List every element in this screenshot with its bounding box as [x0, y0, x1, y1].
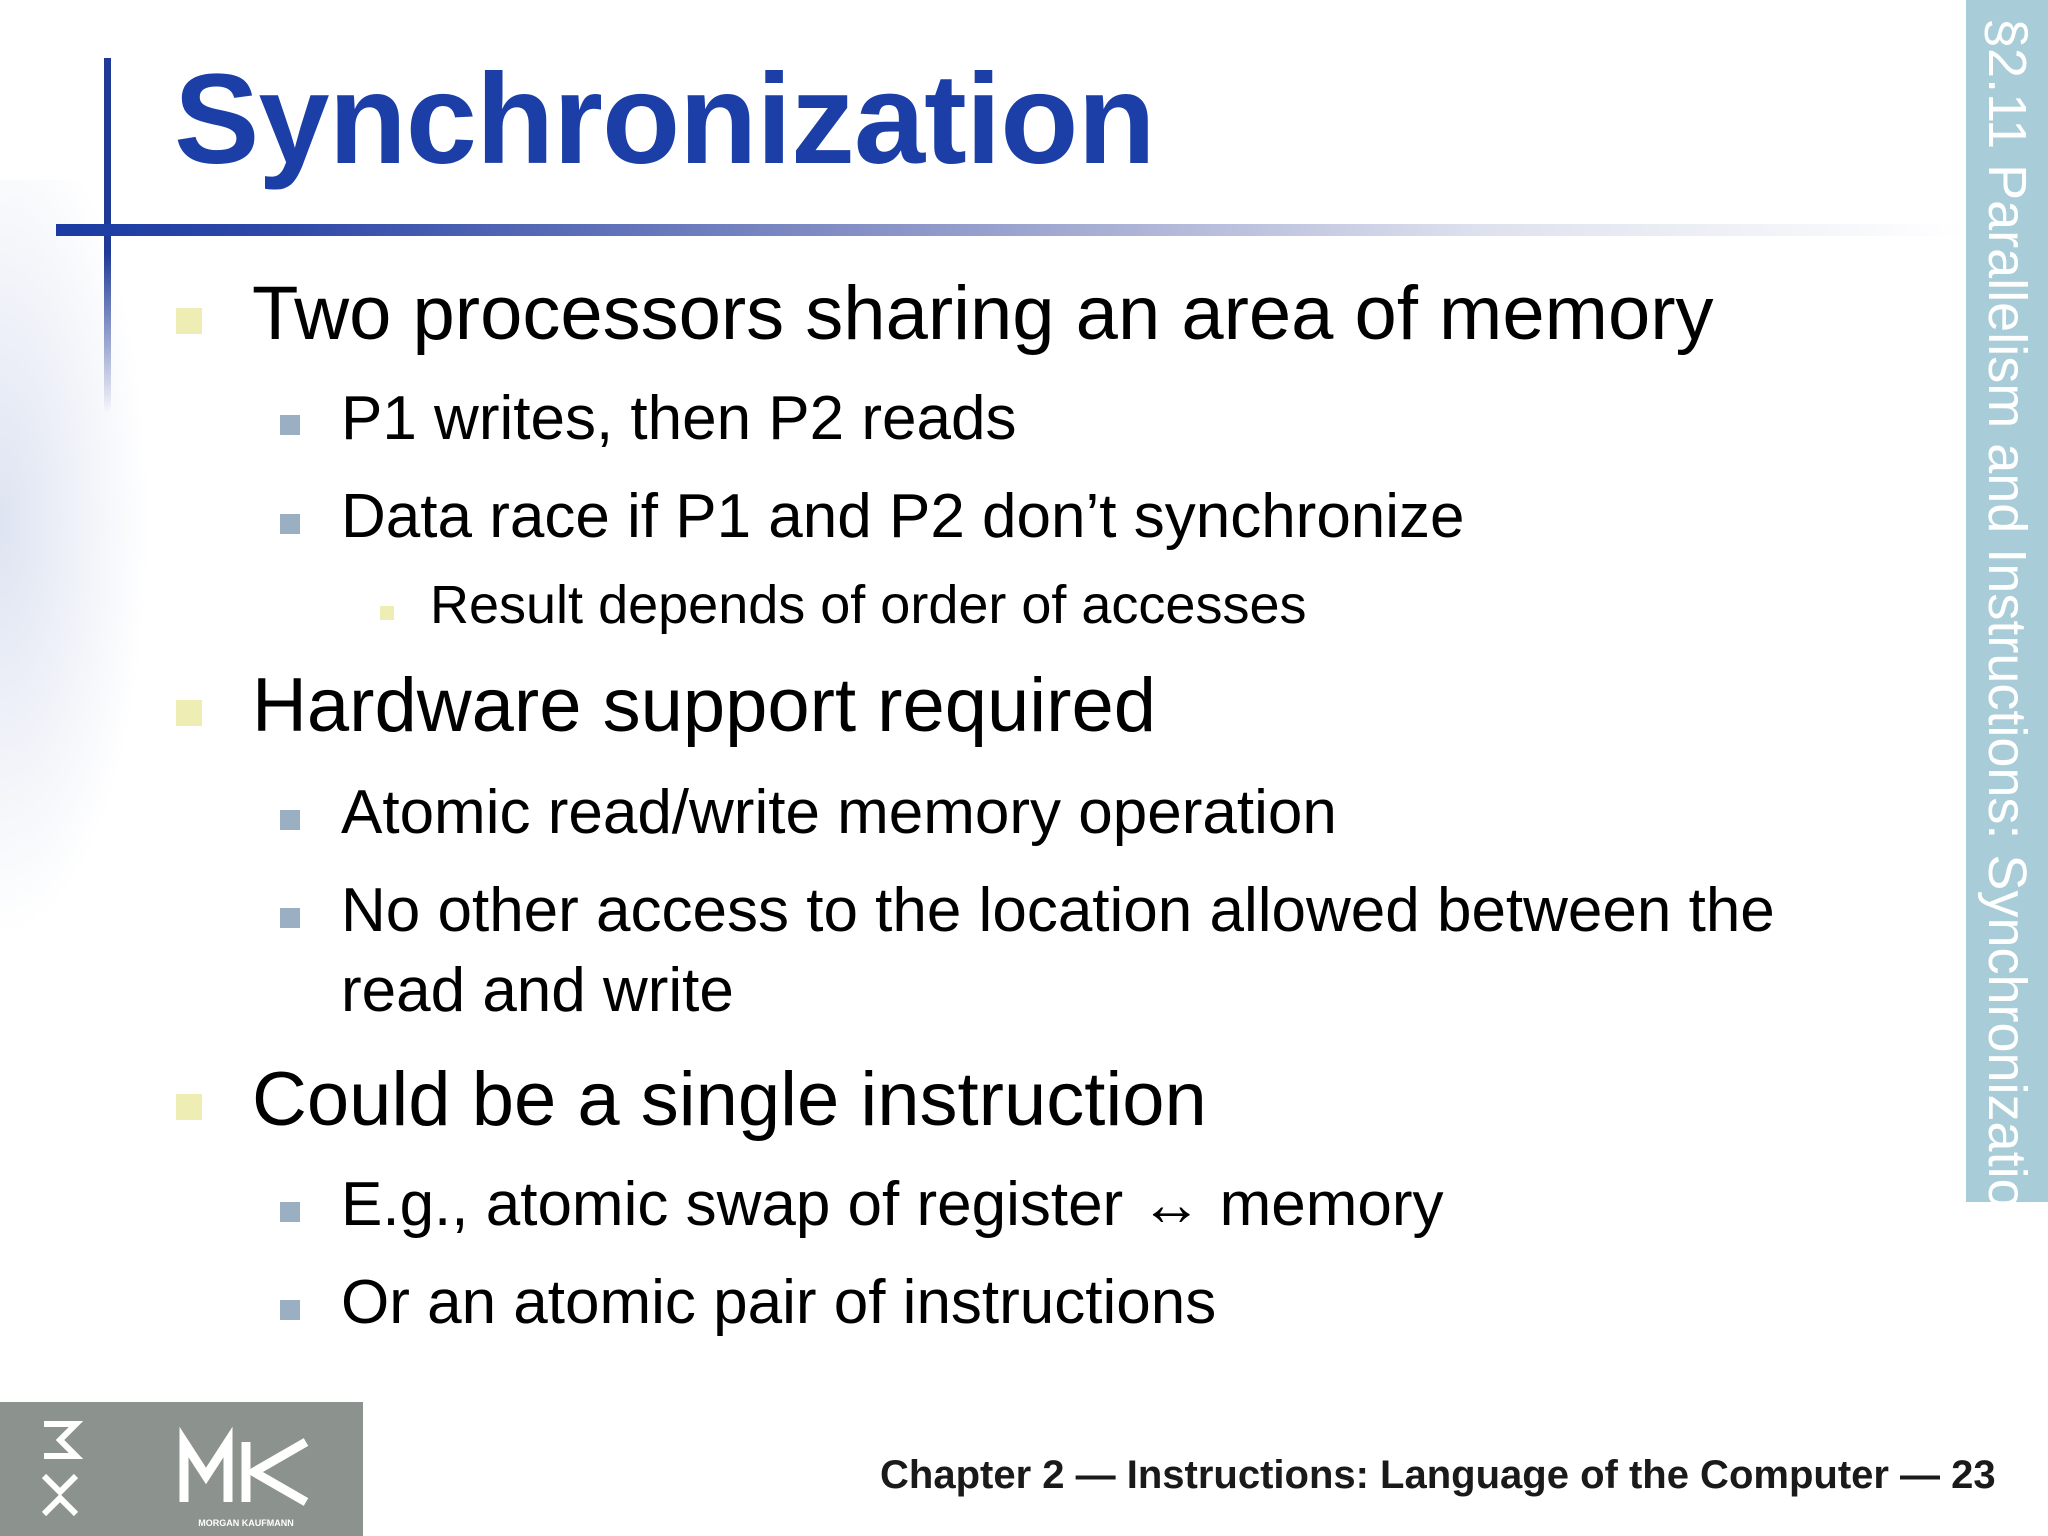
sub-sub-bullet-text: Result depends of order of accesses: [430, 575, 1307, 635]
title-horizontal-rule: [56, 224, 1966, 236]
logo-caption: MORGAN KAUFMANN: [198, 1518, 294, 1528]
sub-bullet-marker-icon: [280, 908, 300, 928]
sub-bullet-text: P1 writes, then P2 reads: [341, 384, 1017, 453]
bullet-marker-icon: [176, 308, 202, 334]
publisher-logo: [0, 1402, 363, 1536]
sub-bullet-text: Atomic read/write memory operation: [341, 778, 1337, 847]
bullet-text: Could be a single instruction: [252, 1057, 1207, 1142]
sub-bullet-marker-icon: [280, 1300, 300, 1320]
sub-bullet-marker-icon: [280, 415, 300, 435]
bullet-marker-icon: [176, 1094, 202, 1120]
bullet-text: Two processors sharing an area of memory: [252, 271, 1714, 356]
sub-sub-bullet-marker-icon: [380, 606, 394, 620]
bullet-text: Hardware support required: [252, 663, 1157, 748]
sub-bullet-text: Or an atomic pair of instructions: [341, 1268, 1217, 1337]
sub-bullet-marker-icon: [280, 514, 300, 534]
sub-bullet-text: Data race if P1 and P2 don’t synchronize: [341, 482, 1465, 551]
slide-title: Synchronization: [174, 48, 1155, 191]
sub-bullet-text: No other access to the location allowed between the: [341, 876, 1775, 945]
sub-bullet-marker-icon: [280, 1202, 300, 1222]
sub-bullet-text: E.g., atomic swap of register ↔ memory: [341, 1170, 1444, 1239]
sub-bullet-text-continuation: read and write: [341, 956, 734, 1025]
sub-bullet-marker-icon: [280, 810, 300, 830]
bullet-marker-icon: [176, 700, 202, 726]
section-tab-label: §2.11 Parallelism and Instructions: Synchronization: [1977, 18, 2037, 1239]
left-decoration-glow: [0, 180, 150, 940]
slide-footer: Chapter 2 — Instructions: Language of the Computer — 23: [880, 1453, 1996, 1497]
morgan-kaufmann-logo-icon: [0, 1402, 363, 1536]
